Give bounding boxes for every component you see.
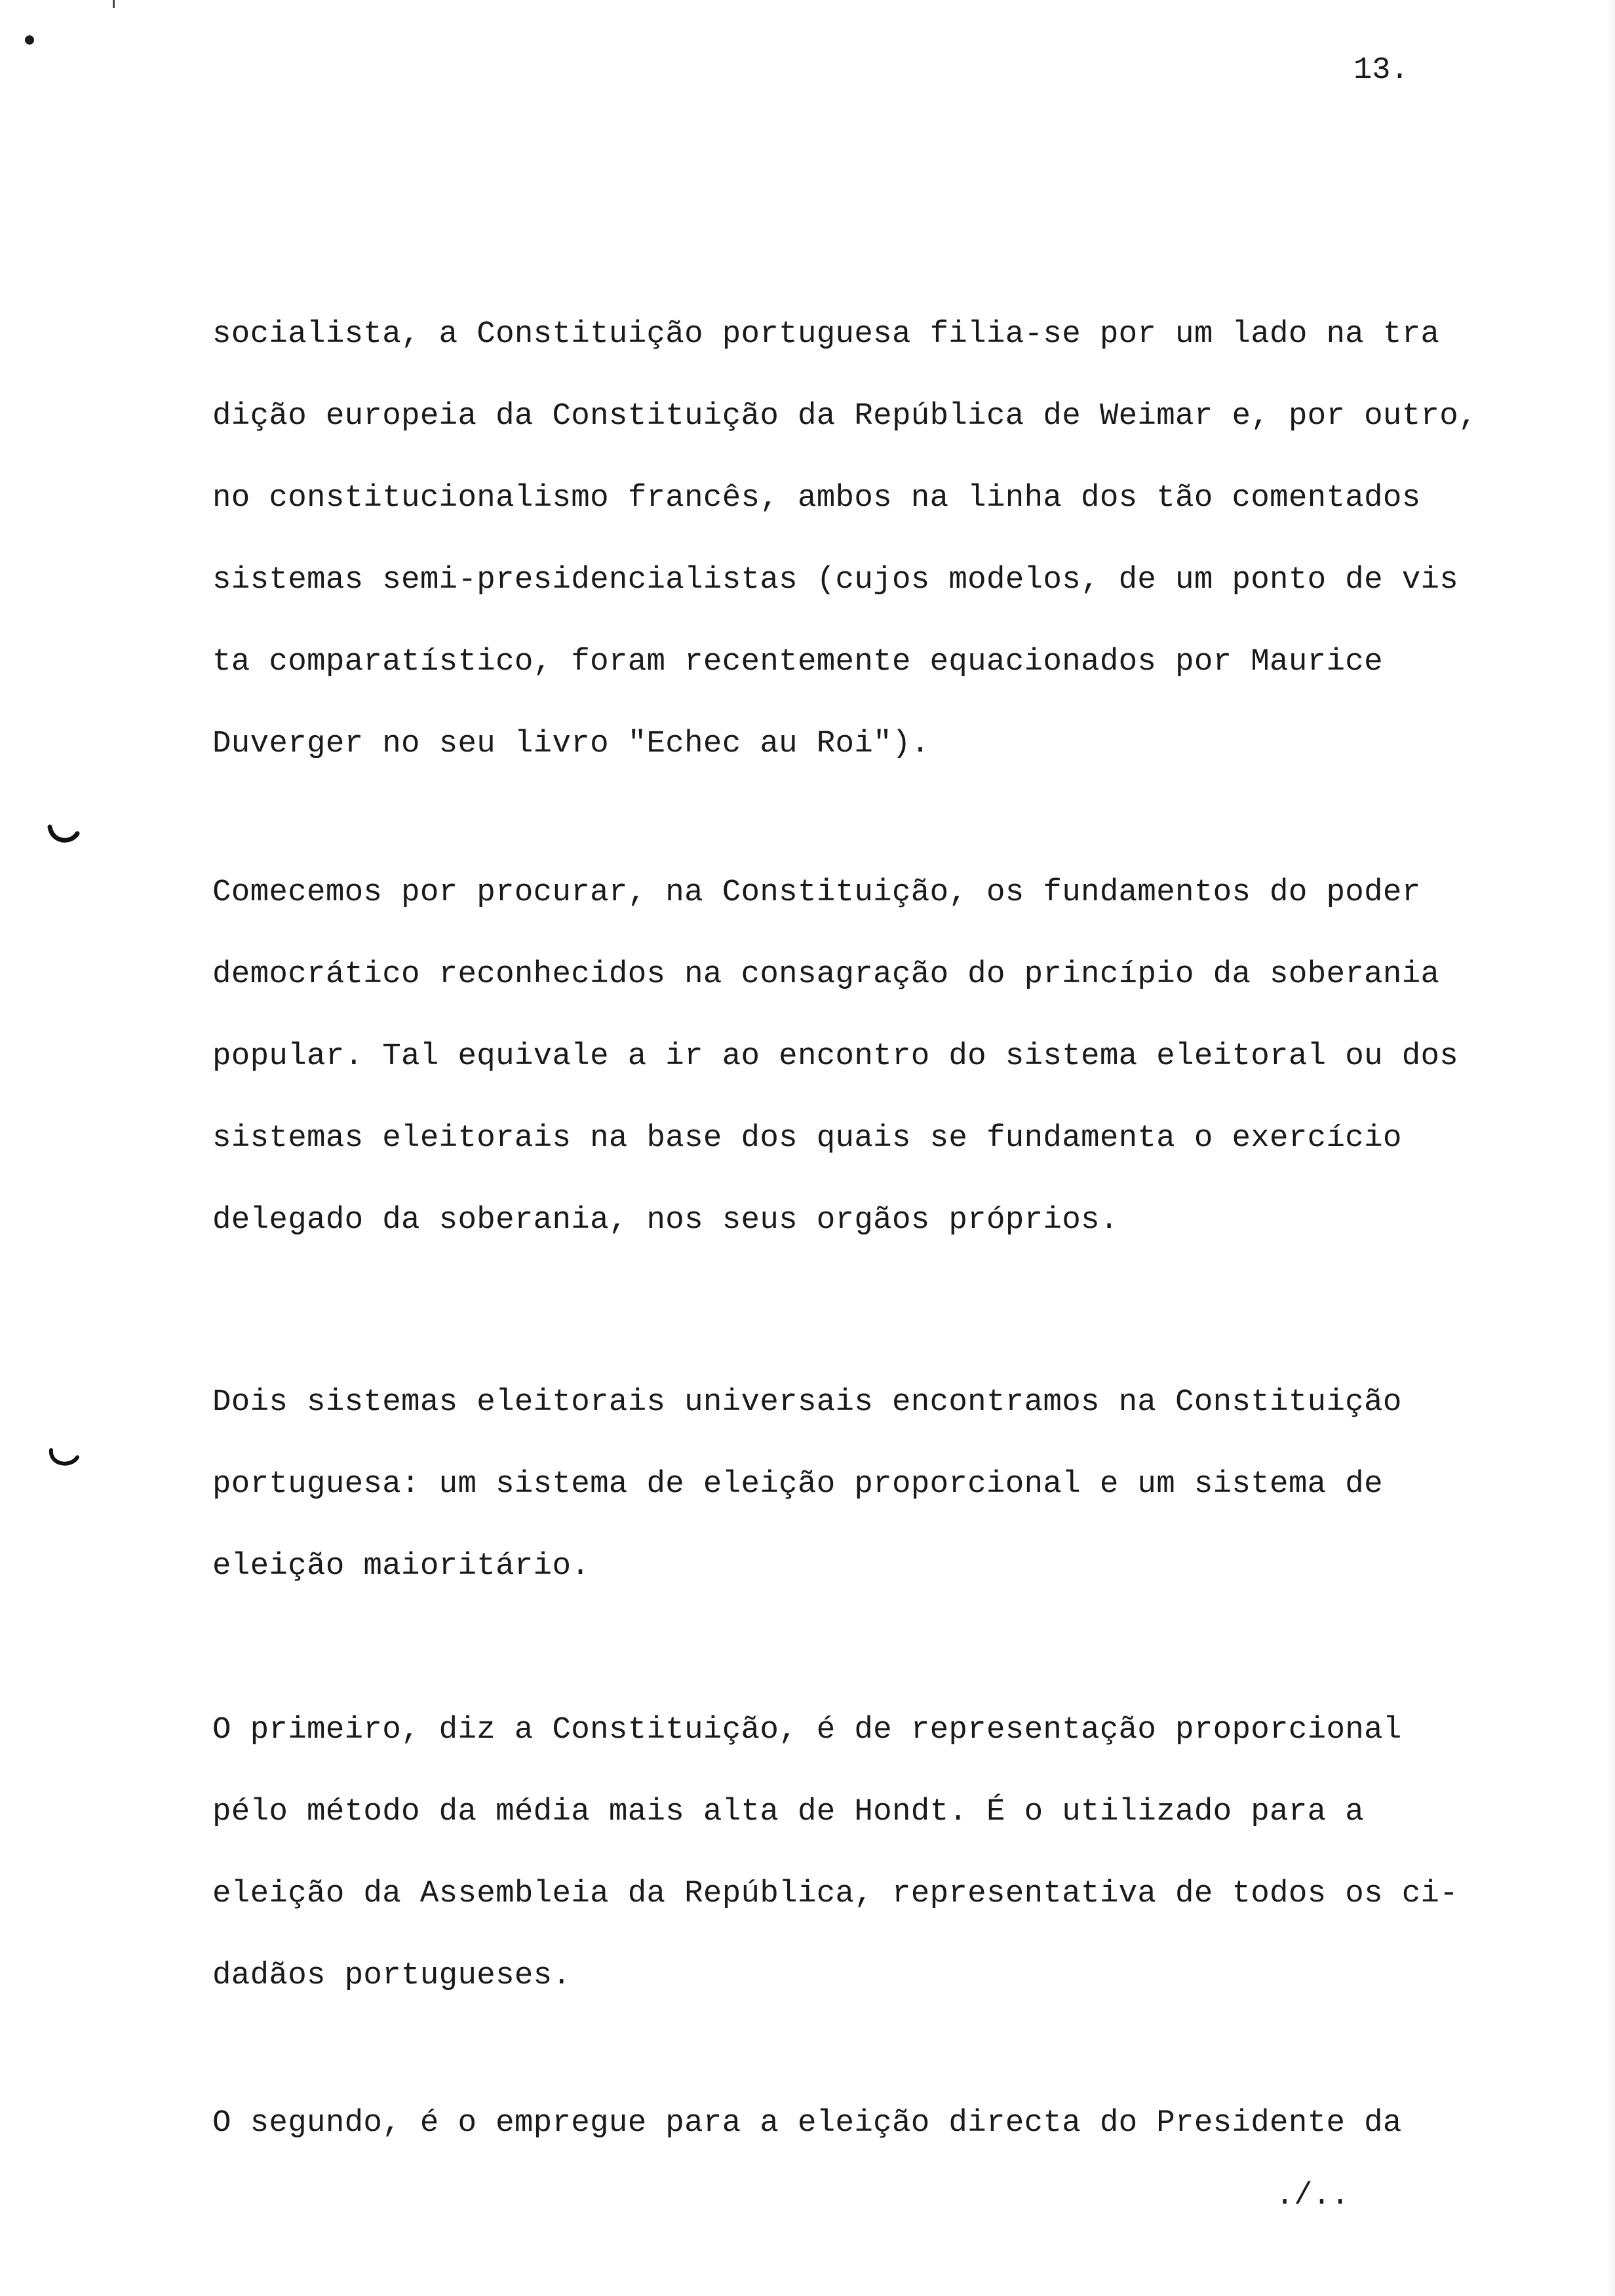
text-line: Comecemos por procurar, na Constituição, os fundamentos do poder <box>212 875 1421 910</box>
text-line: O primeiro, diz a Constituição, é de representação proporcional <box>212 1712 1402 1748</box>
paragraph <box>212 315 1536 806</box>
paragraph <box>212 1710 1536 2038</box>
punch-hole-mark <box>47 824 80 844</box>
page-edge <box>1608 0 1615 2296</box>
text-line: eleição maioritário. <box>212 1548 591 1584</box>
text-line: popular. Tal equivale a ir ao encontro do sistema eleitoral ou dos <box>212 1039 1459 1074</box>
paragraph <box>212 1383 1536 1628</box>
scan-mark <box>113 0 115 8</box>
text-line: socialista, a Constituição portuguesa filia-se por um lado na tra <box>212 316 1440 352</box>
text-line: pélo método da média mais alta de Hondt. É o utilizado para a <box>212 1794 1365 1829</box>
text-line: sistemas eleitorais na base dos quais se fundamenta o exercício <box>212 1120 1402 1156</box>
text-line: dadãos portugueses. <box>212 1958 572 1993</box>
continuation-marker: ./.. <box>1275 2179 1350 2213</box>
text-line: portuguesa: um sistema de eleição proporcional e um sistema de <box>212 1466 1383 1502</box>
punch-hole-mark <box>47 1448 80 1468</box>
text-line: no constitucionalismo francês, ambos na linha dos tão comentados <box>212 480 1421 516</box>
text-line: Dois sistemas eleitorais universais encontramos na Constituição <box>212 1385 1402 1420</box>
text-line: Duverger no seu livro "Echec au Roi"). <box>212 726 930 761</box>
text-line: O segundo, é o empregue para a eleição directa do Presidente da <box>212 2105 1402 2141</box>
paragraph <box>212 2103 1536 2185</box>
text-line: delegado da soberania, nos seus orgãos próprios. <box>212 1202 1119 1238</box>
paragraph <box>212 873 1536 1282</box>
binder-hole-dot <box>25 35 34 45</box>
page-number: 13. <box>1353 53 1409 88</box>
text-line: democrático reconhecidos na consagração do princípio da soberania <box>212 957 1440 992</box>
text-line: eleição da Assembleia da República, representativa de todos os ci- <box>212 1876 1459 1911</box>
text-line: sistemas semi-presidencialistas (cujos modelos, de um ponto de vis <box>212 562 1459 598</box>
text-line: ta comparatístico, foram recentemente equacionados por Maurice <box>212 644 1383 679</box>
text-line: dição europeia da Constituição da República de Weimar e, por outro, <box>212 398 1477 434</box>
